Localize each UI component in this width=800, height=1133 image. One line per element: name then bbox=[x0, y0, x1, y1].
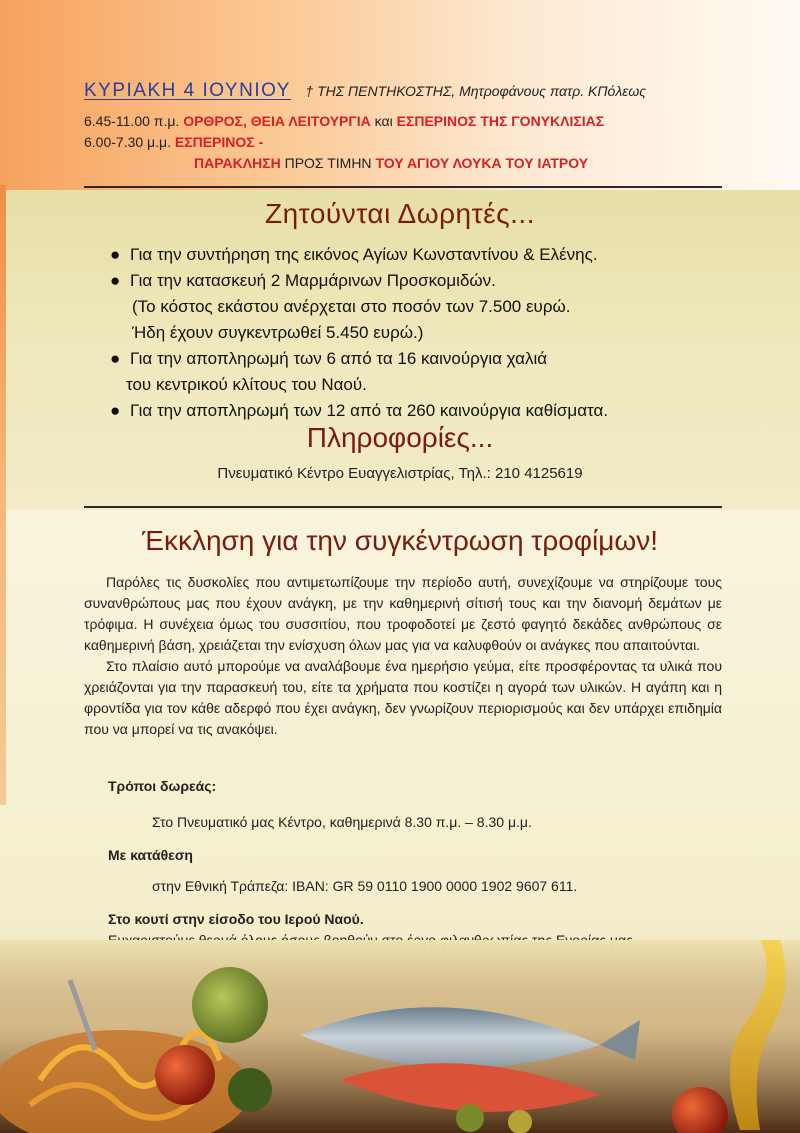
left-edge-stripe bbox=[0, 185, 6, 805]
donation-ways-label: Τρόποι δωρεάς: bbox=[108, 778, 217, 794]
schedule-service: ΤΟΥ ΑΓΙΟΥ ΛΟΥΚΑ ΤΟΥ ΙΑΤΡΟΥ bbox=[375, 155, 589, 171]
divider bbox=[84, 186, 722, 188]
donors-list bbox=[110, 242, 760, 424]
list-item: (Το κόστος εκάστου ανέρχεται στο ποσόν των 7.500 ευρώ. bbox=[132, 297, 571, 316]
schedule-row bbox=[84, 134, 263, 150]
bullet-icon: ● bbox=[110, 245, 121, 264]
list-item: ● Για την αποπληρωμή των 6 από τα 16 καινούργια χαλιά bbox=[110, 346, 760, 372]
donation-way-center: Στο Πνευματικό μας Κέντρο, καθημερινά 8.30 π.μ. – 8.30 μ.μ. bbox=[152, 814, 532, 830]
schedule-time: 6.45-11.00 π.μ. bbox=[84, 113, 180, 129]
bullet-icon: ● bbox=[110, 271, 121, 290]
info-title: Πληροφορίες... bbox=[306, 422, 494, 453]
list-item: Ήδη έχουν συγκεντρωθεί 5.450 ευρώ.) bbox=[132, 323, 424, 342]
header-line bbox=[84, 80, 646, 102]
schedule-service: ΟΡΘΡΟΣ, ΘΕΙΑ ΛΕΙΤΟΥΡΓΙΑ bbox=[183, 113, 371, 129]
apple bbox=[192, 967, 268, 1043]
bullet-icon: ● bbox=[110, 349, 121, 368]
appeal-body bbox=[84, 572, 722, 740]
food-photo bbox=[0, 940, 800, 1133]
paragraph: Στο πλαίσιο αυτό μπορούμε να αναλάβουμε ένα ημερήσιο γεύμα, είτε προσφέροντας τα υλικά που χρειάζονται για την παρασκευή του, είτε τα χρήματα που κοστίζει η αγορά των υλικών. Η αγάπη και η φροντίδα για τον κάθε αδερφό που έχει ανάγκη, δεν γνωρίζουν περιορισμούς και δεν υπάρχει επιδημία που να μπορεί να τις ανακόψει. bbox=[84, 658, 722, 737]
paragraph: Παρόλες τις δυσκολίες που αντιμετωπίζουμε την περίοδο αυτή, συνεχίζουμε να στηρίζουμε τους συνανθρώπους μας που έχουν ανάγκη, με την καθημερινή σίτισή τους και την διανομή δεμάτων με τρόφιμα. Η συνέχεια όμως του συσσιτίου, που τροφοδοτεί με ζεστό φαγητό δεκάδες ανθρώπους σε καθημερινή βάση, χρειάζεται την ενίσχυση όλων μας για να καλυφθούν οι ανάγκες που απαιτούνται. bbox=[84, 574, 722, 653]
list-item: ● Για την συντήρηση της εικόνος Αγίων Κωνσταντίνου & Ελένης. bbox=[110, 242, 760, 268]
bank-iban: στην Εθνική Τράπεζα: IBAN: GR 59 0110 1900 0000 1902 9607 611. bbox=[152, 878, 578, 894]
bullet-icon: ● bbox=[110, 401, 121, 420]
donors-title: Ζητούνται Δωρητές... bbox=[265, 198, 535, 229]
vegetable bbox=[228, 1068, 272, 1112]
tomato bbox=[155, 1045, 215, 1105]
feast-name: † ΤΗΣ ΠΕΝΤΗΚΟΣΤΗΣ, Μητροφάνους πατρ. ΚΠόλεως bbox=[305, 83, 647, 99]
schedule-service: ΕΣΠΕΡΙΝΟΣ ΤΗΣ ΓΟΝΥΚΛΙΣΙΑΣ bbox=[396, 113, 605, 129]
schedule-row bbox=[84, 113, 604, 129]
appeal-title: Έκκληση για την συγκέντρωση τροφίμων! bbox=[141, 525, 659, 556]
schedule-service: ΕΣΠΕΡΙΝΟΣ - bbox=[174, 134, 264, 150]
schedule-time: 6.00-7.30 μ.μ. bbox=[84, 134, 171, 150]
olive bbox=[508, 1110, 532, 1133]
list-item: ● Για την κατασκευή 2 Μαρμάρινων Προσκομιδών. bbox=[110, 268, 760, 294]
list-item: ● Για την αποπληρωμή των 12 από τα 260 καινούργια καθίσματα. bbox=[110, 398, 760, 424]
divider bbox=[84, 506, 722, 508]
schedule-joiner: και bbox=[374, 113, 393, 129]
schedule-service: ΠΑΡΑΚΛΗΣΗ bbox=[194, 155, 281, 171]
deposit-label: Με κατάθεση bbox=[108, 847, 193, 863]
list-item: του κεντρικού κλίτους του Ναού. bbox=[126, 375, 367, 394]
service-date: ΚΥΡΙΑΚΗ 4 ΙΟΥΝΙΟΥ bbox=[84, 80, 291, 101]
schedule-joiner: ΠΡΟΣ ΤΙΜΗΝ bbox=[284, 155, 372, 171]
olive bbox=[456, 1104, 484, 1132]
schedule-row bbox=[194, 155, 588, 171]
contact-line: Πνευματικό Κέντρο Ευαγγελιστρίας, Τηλ.: 210 4125619 bbox=[217, 465, 583, 482]
donation-box-label: Στο κουτί στην είσοδο του Ιερού Ναού. bbox=[108, 911, 364, 927]
